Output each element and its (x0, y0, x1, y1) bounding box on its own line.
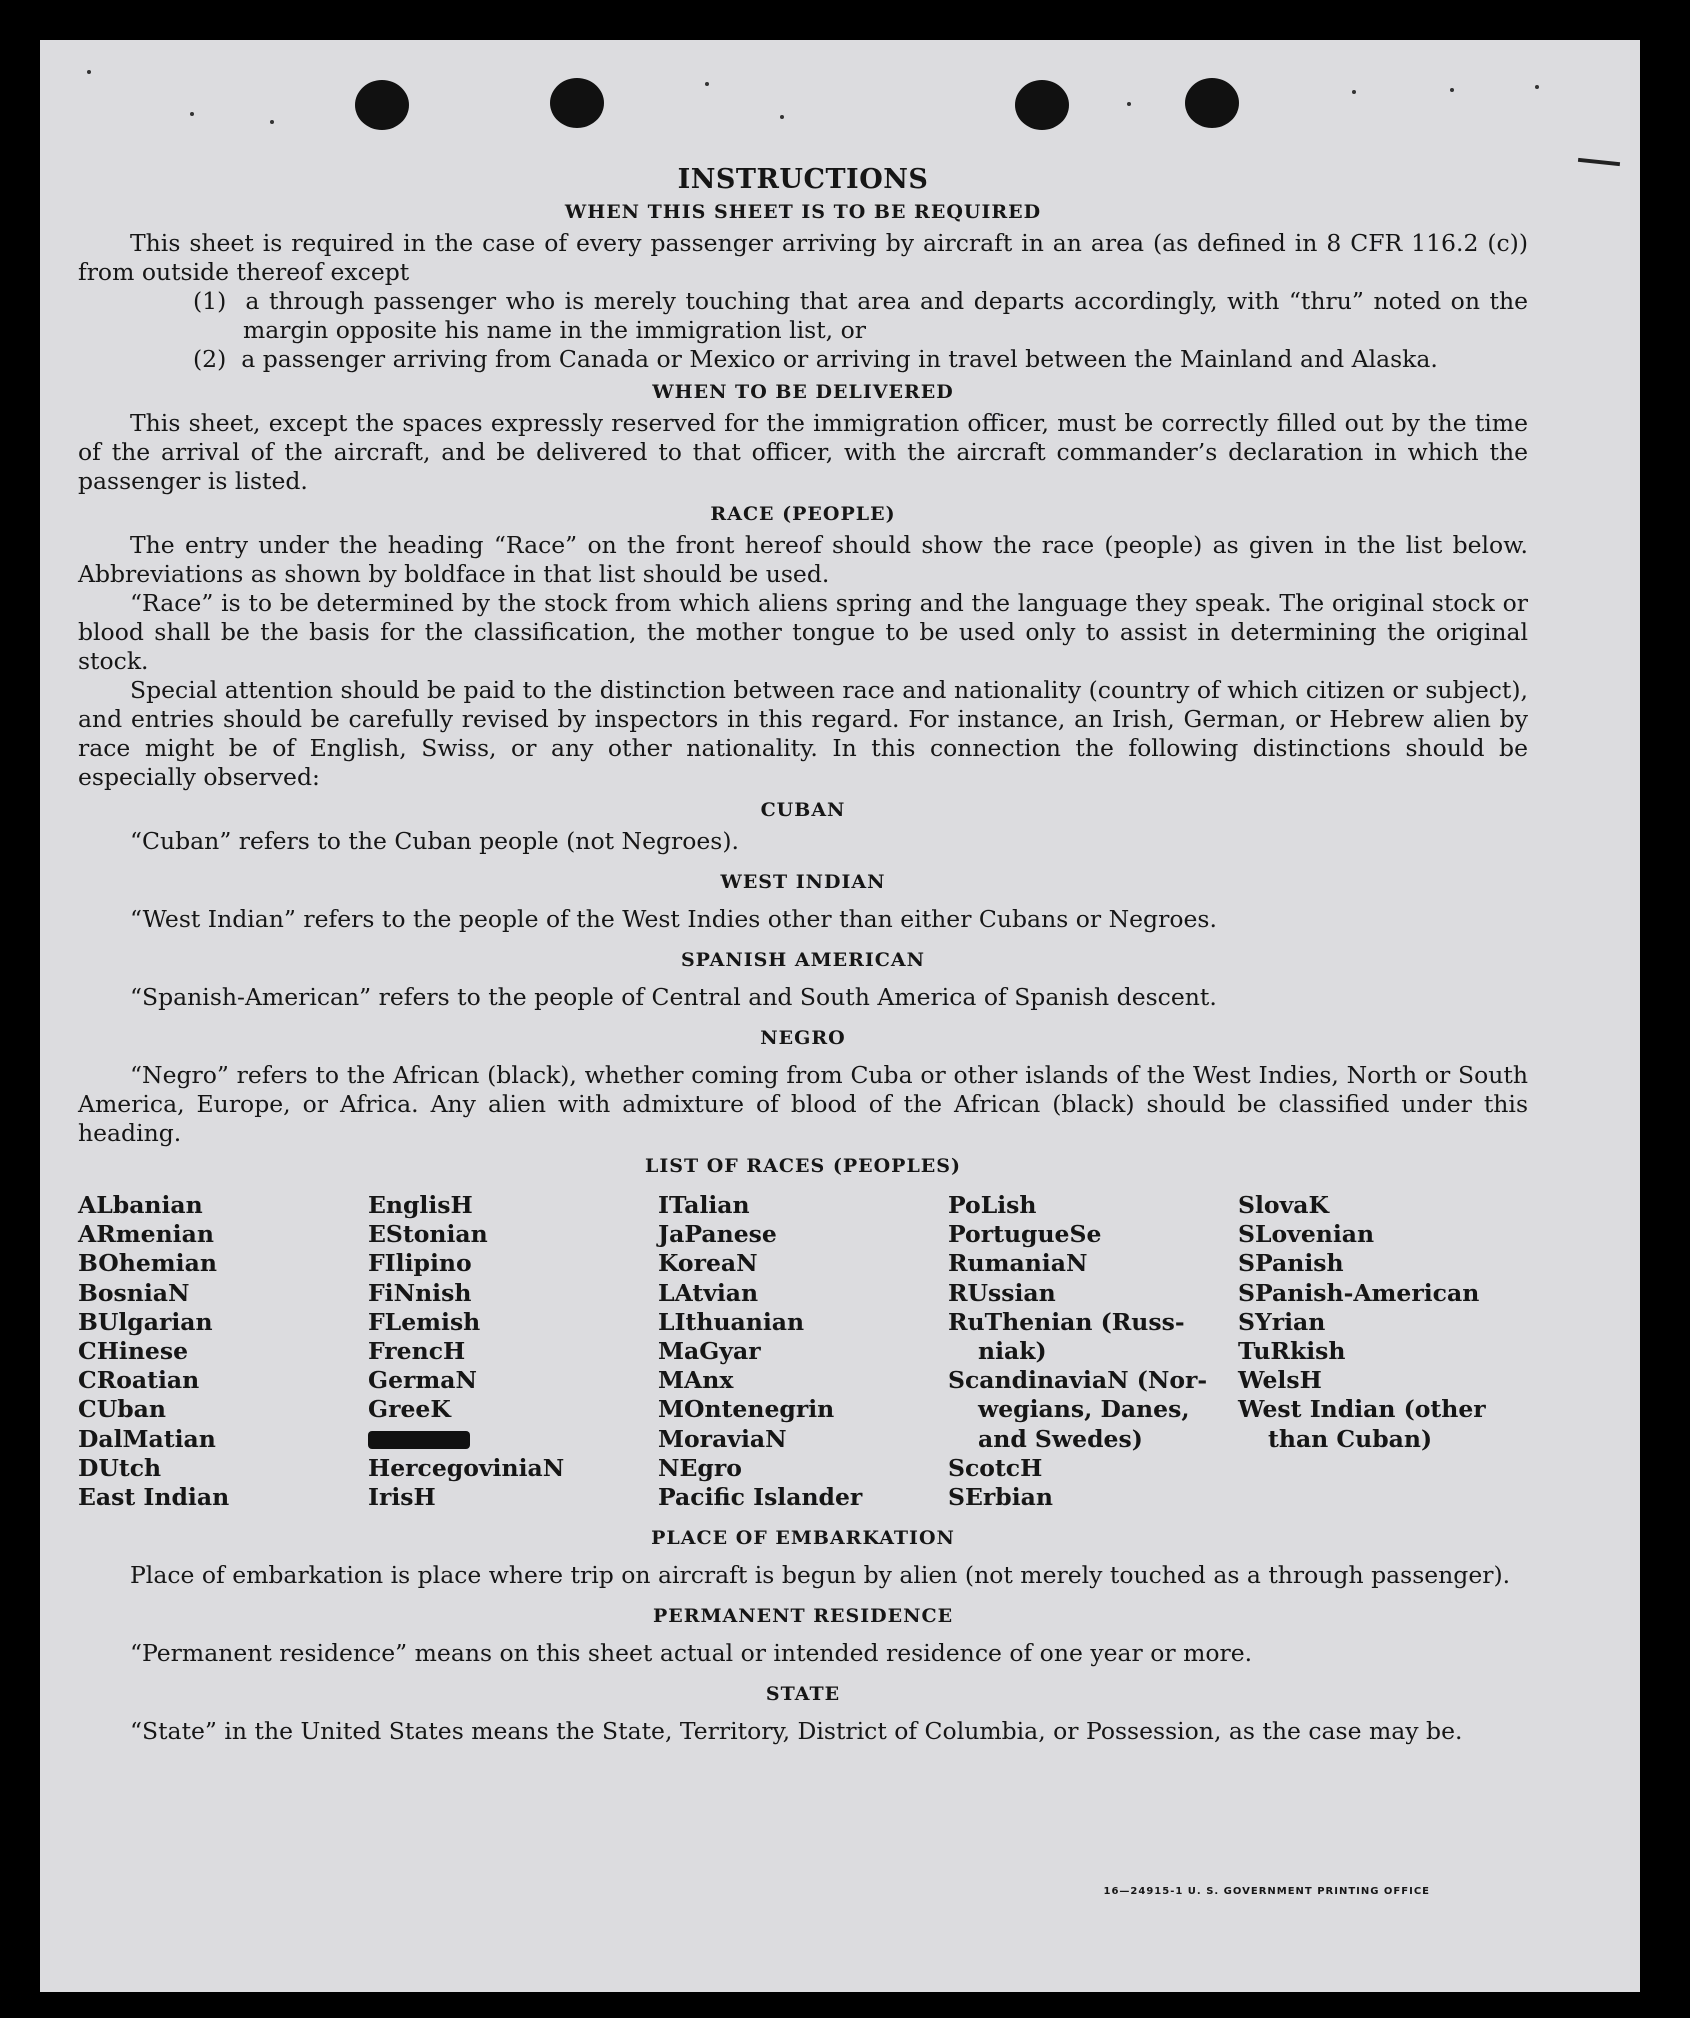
race-item: SPanish-American (1238, 1278, 1480, 1307)
race-item: IrisH (368, 1483, 436, 1512)
race-item-continuation: wegians, Danes, (978, 1395, 1190, 1424)
section-heading: LIST OF RACES (PEOPLES) (645, 1155, 961, 1177)
section-heading: CUBAN (760, 799, 846, 821)
race-item: GermaN (368, 1366, 477, 1395)
race-item: LAtvian (658, 1278, 759, 1307)
document-sheet (40, 40, 1640, 1992)
paragraph: Special attention should be paid to the distinction between race and nationality (country of which citizen or subject), and entries should be carefully revised by inspectors in this regard. For instance, an Irish, German, or Hebrew alien by race might be of English, Swiss, or any other nationality. In this connection the following distinctions should be especially observed: (78, 676, 1528, 791)
section-heading: WHEN THIS SHEET IS TO BE REQUIRED (564, 201, 1042, 223)
race-item: MoraviaN (658, 1424, 787, 1453)
paragraph: This sheet, except the spaces expressly reserved for the immigration officer, must be correctly filled out by the time of the arrival of the aircraft, and be delivered to that officer, with the aircraft commander’s declaration in which the passenger is listed. (78, 409, 1528, 495)
race-item: MaGyar (658, 1337, 761, 1366)
section-heading: PERMANENT RESIDENCE (652, 1605, 954, 1628)
race-item: CHinese (78, 1337, 189, 1366)
page-title: INSTRUCTIONS (677, 164, 929, 195)
race-item: RumaniaN (948, 1249, 1088, 1278)
race-item: BUlgarian (78, 1307, 213, 1336)
paragraph: “Race” is to be determined by the stock from which aliens spring and the language they speak. The original stock or blood shall be the basis for the classification, the mother tongue to be used only to assist in determining the original stock. (78, 589, 1528, 675)
race-item: CUban (78, 1395, 166, 1424)
race-item: SYrian (1238, 1307, 1326, 1336)
section-heading: WHEN TO BE DELIVERED (652, 381, 954, 403)
section-heading: STATE (765, 1683, 841, 1706)
race-item: ARmenian (78, 1220, 214, 1249)
section-heading: SPANISH AMERICAN (680, 949, 926, 971)
section-heading: RACE (PEOPLE) (710, 503, 896, 525)
speck (705, 82, 709, 86)
item-text: a passenger arriving from Canada or Mexico or arriving in travel between the Mainland and Alaska. (241, 345, 1438, 373)
paragraph: “West Indian” refers to the people of the West Indies other than either Cubans or Negroes. (130, 905, 1217, 933)
item-text: a through passenger who is merely touching that area and departs accordingly, with “thru” noted on the margin opposite his name in the immigration list, or (243, 287, 1528, 344)
race-item: CRoatian (78, 1366, 200, 1395)
ink-blot (368, 1431, 470, 1449)
race-item: EStonian (368, 1220, 488, 1249)
paragraph: “State” in the United States means the State, Territory, District of Columbia, or Possession, as the case may be. (130, 1717, 1463, 1746)
punch-hole (550, 78, 604, 128)
race-item: East Indian (78, 1483, 230, 1512)
paragraph: The entry under the heading “Race” on the front hereof should show the race (people) as given in the list below. Abbreviations as shown by boldface in that list should be used. (78, 531, 1528, 588)
race-item: DUtch (78, 1453, 162, 1482)
speck (190, 112, 194, 116)
race-item: RUssian (948, 1278, 1056, 1307)
punch-hole (1185, 78, 1239, 128)
race-item: ALbanian (78, 1191, 203, 1219)
race-column (78, 1191, 368, 1512)
race-item: FIlipino (368, 1249, 472, 1278)
item-number: (1) (193, 287, 227, 315)
race-item-continuation: and Swedes) (978, 1424, 1143, 1453)
race-item: NEgro (658, 1453, 742, 1482)
speck (1535, 85, 1539, 89)
race-item: WelsH (1238, 1366, 1322, 1395)
race-item: SErbian (948, 1483, 1053, 1512)
speck (270, 120, 274, 124)
paragraph: “Permanent residence” means on this sheet actual or intended residence of one year or more. (130, 1639, 1253, 1668)
race-item: Pacific Islander (658, 1483, 863, 1512)
speck (1127, 102, 1131, 106)
race-item: FLemish (368, 1307, 481, 1336)
section-heading: NEGRO (760, 1027, 846, 1049)
race-item: MOntenegrin (658, 1395, 835, 1424)
race-item: EnglisH (368, 1191, 473, 1219)
race-item: KoreaN (658, 1249, 758, 1278)
paragraph: “Spanish-American” refers to the people of Central and South America of Spanish descent. (130, 983, 1217, 1011)
race-item: PoLish (948, 1191, 1037, 1219)
race-item: LIthuanian (658, 1307, 805, 1336)
paragraph: “Negro” refers to the African (black), whether coming from Cuba or other islands of the West Indies, North or South America, Europe, or Africa. Any alien with admixture of blood of the African (black) should be classified under this heading. (78, 1061, 1528, 1147)
race-item-continuation: niak) (978, 1337, 1047, 1366)
race-column (948, 1191, 1238, 1512)
race-item: SLovenian (1238, 1220, 1375, 1249)
race-item: FiNnish (368, 1278, 472, 1307)
race-item: West Indian (other (1238, 1395, 1486, 1424)
paragraph: Place of embarkation is place where trip on aircraft is begun by alien (not merely touched as a through passenger). (130, 1561, 1511, 1590)
paragraph: This sheet is required in the case of every passenger arriving by aircraft in an area (as defined in 8 CFR 116.2 (c)) from outside thereof except (78, 229, 1528, 286)
race-item: RuThenian (Russ- (948, 1307, 1185, 1336)
race-item: GreeK (368, 1395, 451, 1424)
race-item: JaPanese (658, 1220, 777, 1249)
speck (1352, 90, 1356, 94)
item-number: (2) (193, 345, 227, 373)
race-list (78, 1191, 1528, 1512)
punch-hole (1015, 80, 1069, 130)
speck (87, 70, 91, 74)
race-item: ITalian (658, 1191, 750, 1219)
redacted-entry (368, 1425, 658, 1454)
race-item: SPanish (1238, 1249, 1344, 1278)
speck (780, 115, 784, 119)
race-item: SlovaK (1238, 1191, 1329, 1219)
list-item (193, 287, 1528, 345)
race-item: TuRkish (1238, 1337, 1346, 1366)
race-item: MAnx (658, 1366, 734, 1395)
race-item: FrencH (368, 1337, 466, 1366)
speck (1450, 88, 1454, 92)
race-item: HercegoviniaN (368, 1453, 565, 1482)
list-item (193, 345, 1528, 374)
section-heading: WEST INDIAN (720, 871, 886, 893)
race-column (658, 1191, 948, 1512)
race-column (368, 1191, 658, 1512)
paragraph: “Cuban” refers to the Cuban people (not Negroes). (130, 827, 740, 855)
printer-imprint: 16—24915-1 U. S. GOVERNMENT PRINTING OFFICE (1103, 1886, 1430, 1897)
pen-mark (1578, 158, 1620, 166)
section-heading: PLACE OF EMBARKATION (651, 1527, 955, 1550)
race-item: DalMatian (78, 1424, 216, 1453)
race-item: ScotcH (948, 1453, 1043, 1482)
race-item-continuation: than Cuban) (1268, 1424, 1433, 1453)
race-item: PortugueSe (948, 1220, 1102, 1249)
instructions-content (78, 165, 1528, 1746)
race-item: ScandinaviaN (Nor- (948, 1366, 1208, 1395)
race-column (1238, 1191, 1528, 1512)
race-item: BOhemian (78, 1249, 217, 1278)
punch-hole (355, 80, 409, 130)
race-item: BosniaN (78, 1278, 190, 1307)
